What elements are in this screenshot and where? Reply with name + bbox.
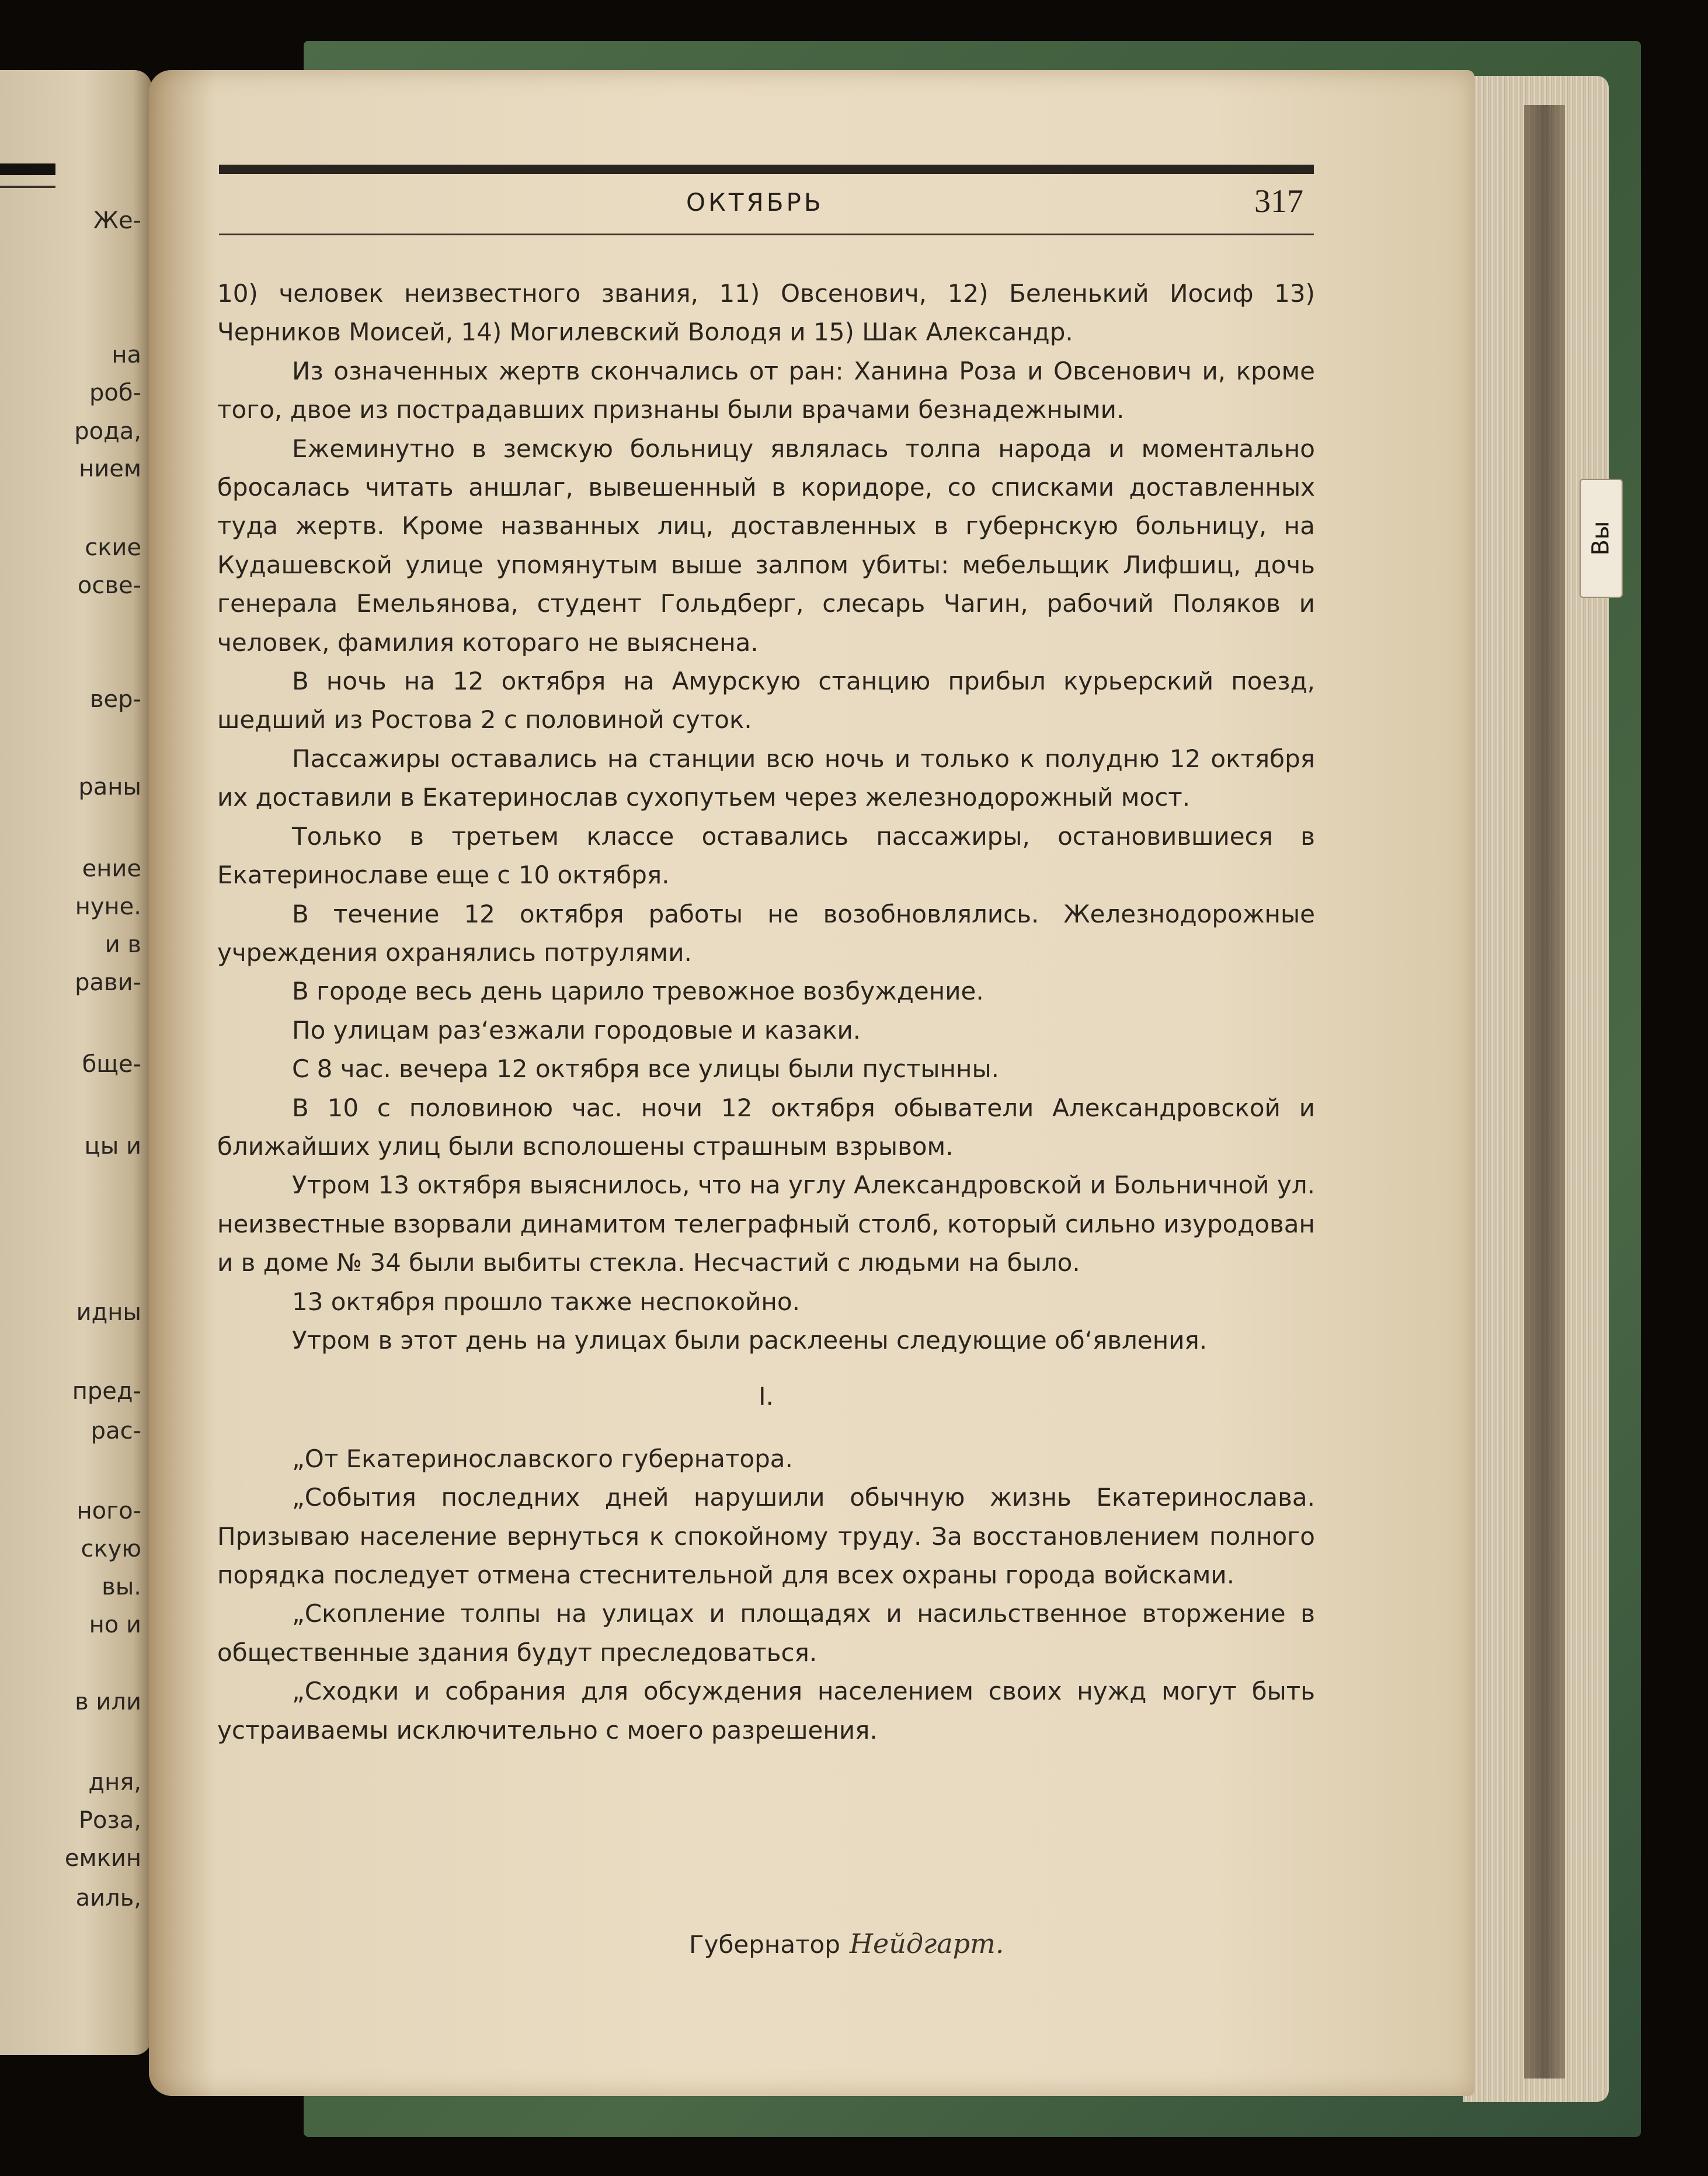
left-page-fragment: ного- [76, 1498, 141, 1524]
paragraph: Из означенных жертв скончались от ран: Ханина Роза и Овсенович и, кроме того, двое из пострадавших признаны были врачами безнадежными. [217, 356, 1315, 424]
left-page-rule-thin [0, 186, 55, 188]
proclamation-heading: „От Екатеринославского губернатора. [292, 1444, 793, 1473]
page-number: 317 [1254, 183, 1303, 220]
running-head: ОКТЯБРЬ [686, 188, 824, 217]
signature-line [689, 1928, 1004, 1959]
left-page [0, 70, 152, 2055]
proclamation-paragraph: „Сходки и собрания для обсуждения населением своих нужд могут быть устраиваемы исключительно с моего разрешения. [217, 1677, 1315, 1745]
paragraph: Утром 13 октября выяснилось, что на углу Александровской и Больничной ул. неизвестные взорвали динамитом телеграфный столб, который сильно изуродован и в доме № 34 были выбиты стекла. Несчастий с людьми на было. [217, 1171, 1315, 1277]
paragraph: По улицам раз‘езжали городовые и казаки. [292, 1015, 861, 1045]
left-page-fragment: рави- [75, 969, 141, 996]
paragraph: 13 октября прошло также неспокойно. [292, 1287, 800, 1316]
page-edges-shadow [1524, 105, 1565, 2078]
paragraph: С 8 час. вечера 12 октября все улицы были пустынны. [292, 1054, 1000, 1084]
left-page-fragment: пред- [72, 1378, 141, 1405]
left-page-fragment: емкин [64, 1845, 141, 1872]
left-page-fragment: осве- [77, 572, 141, 599]
left-page-fragment: аиль, [75, 1885, 141, 1912]
paragraph: 10) человек неизвестного звания, 11) Овсенович, 12) Беленький Иосиф 13) Черников Моисей, 14) Могилевский Володя и 15) Шак Александр. [217, 279, 1315, 347]
left-page-fragment: рода, [74, 418, 141, 445]
left-page-fragment: вер- [89, 686, 141, 713]
signature-name: Нейдгарт. [849, 1928, 1004, 1959]
left-page-fragment: Роза, [78, 1807, 141, 1834]
left-page-fragment: рас- [91, 1418, 141, 1444]
left-page-fragment: бще- [82, 1051, 141, 1078]
left-page-fragment: ение [82, 855, 141, 882]
left-page-fragment: но и [89, 1611, 141, 1638]
signature-title: Губернатор [689, 1930, 840, 1959]
left-page-fragment: нием [79, 455, 141, 482]
proclamation-paragraph: „События последних дней нарушили обычную жизнь Екатеринослава. Призываю население вернуться к спокойному труду. За восстановлением полного порядка последует отмена стеснительной для всех охраны города войсками. [217, 1483, 1315, 1589]
paragraph: Пассажиры оставались на станции всю ночь и только к полудню 12 октября их доставили в Екатеринослав сухопутьем через железнодорожный мост. [217, 744, 1315, 812]
paragraph: Только в третьем классе оставались пассажиры, остановившиеся в Екатеринославе еще с 10 октября. [217, 821, 1315, 890]
left-page-rule [0, 163, 55, 175]
left-page-fragment: и в [105, 931, 141, 958]
body-text [217, 274, 1315, 1750]
header-rule-thin [219, 234, 1314, 235]
left-page-fragment: идны [76, 1299, 141, 1326]
left-page-fragment: Же- [93, 207, 141, 234]
left-page-fragment: на [112, 342, 141, 368]
paragraph: В ночь на 12 октября на Амурскую станцию прибыл курьерский поезд, шедший из Ростова 2 с половиной суток. [217, 667, 1315, 734]
left-page-fragment: роб- [89, 380, 141, 406]
section-numeral: I. [759, 1382, 774, 1411]
left-page-fragment: вы. [102, 1573, 141, 1600]
left-page-fragment: цы и [84, 1133, 141, 1160]
paragraph: В течение 12 октября работы не возобновлялись. Железнодорожные учреждения охранялись потрулями. [217, 899, 1315, 967]
paragraph: В городе весь день царило тревожное возбуждение. [292, 977, 984, 1006]
header-rule-thick [219, 165, 1314, 174]
bookmark-tab[interactable] [1580, 479, 1623, 598]
left-page-fragment: в или [75, 1688, 141, 1715]
left-page-fragment: скую [81, 1536, 141, 1562]
left-page-fragment: нуне. [75, 893, 141, 920]
proclamation-paragraph: „Скопление толпы на улицах и площадях и насильственное вторжение в общественные здания будут преследоваться. [217, 1599, 1315, 1667]
left-page-fragment: раны [78, 774, 141, 800]
paragraph: В 10 с половиною час. ночи 12 октября обыватели Александровской и ближайших улиц были всполошены страшным взрывом. [217, 1093, 1315, 1161]
bookmark-tab-label: Вы [1588, 521, 1615, 556]
left-page-fragment: ские [85, 534, 141, 561]
left-page-fragment: дня, [88, 1769, 141, 1796]
paragraph: Ежеминутно в земскую больницу являлась толпа народа и моментально бросалась читать аншлаг, вывешенный в коридоре, со списками доставленных туда жертв. Кроме названных лиц, доставленных в губернскую больницу, на Кудашевской улице упомянутым выше залпом убиты: мебельщик Лифшиц, дочь генерала Емельянова, студент Гольдберг, слесарь Чагин, рабочий Поляков и человек, фамилия котораго не выяснена. [217, 434, 1315, 657]
paragraph: Утром в этот день на улицах были расклеены следующие об‘явления. [292, 1325, 1208, 1355]
